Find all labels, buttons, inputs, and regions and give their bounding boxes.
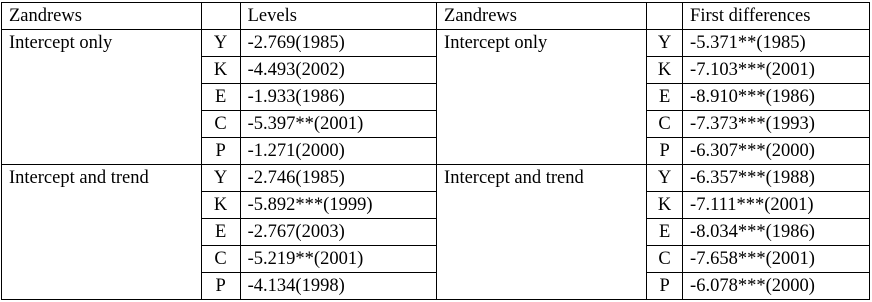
header-variable-left (201, 3, 240, 30)
variable-cell: C (647, 111, 683, 138)
header-test-name-right: Zandrews (437, 3, 647, 30)
header-test-name-left: Zandrews (2, 3, 202, 30)
variable-cell: P (201, 138, 240, 165)
levels-stat-cell: -4.134(1998) (240, 273, 436, 300)
variable-cell: P (201, 273, 240, 300)
levels-stat-cell: -1.271(2000) (240, 138, 436, 165)
variable-cell: C (647, 246, 683, 273)
variable-cell: Y (647, 165, 683, 192)
header-levels: Levels (240, 3, 436, 30)
variable-cell: K (201, 192, 240, 219)
variable-cell: C (201, 246, 240, 273)
first-diff-stat-cell: -6.078***(2000) (683, 273, 870, 300)
levels-stat-cell: -5.892***(1999) (240, 192, 436, 219)
first-diff-stat-cell: -8.910***(1986) (683, 84, 870, 111)
header-row (2, 3, 870, 30)
variable-cell: K (647, 57, 683, 84)
model-label-left: Intercept only (2, 30, 202, 165)
first-diff-stat-cell: -6.307***(2000) (683, 138, 870, 165)
variable-cell: Y (201, 30, 240, 57)
variable-cell: P (647, 273, 683, 300)
variable-cell: E (201, 219, 240, 246)
first-diff-stat-cell: -7.111***(2001) (683, 192, 870, 219)
first-diff-stat-cell: -6.357***(1988) (683, 165, 870, 192)
header-variable-right (647, 3, 683, 30)
levels-stat-cell: -5.219**(2001) (240, 246, 436, 273)
variable-cell: Y (647, 30, 683, 57)
table-row (2, 165, 870, 192)
variable-cell: E (647, 219, 683, 246)
variable-cell: K (201, 57, 240, 84)
levels-stat-cell: -2.746(1985) (240, 165, 436, 192)
variable-cell: E (201, 84, 240, 111)
first-diff-stat-cell: -5.371**(1985) (683, 30, 870, 57)
levels-stat-cell: -2.767(2003) (240, 219, 436, 246)
model-label-right: Intercept and trend (437, 165, 647, 300)
first-diff-stat-cell: -7.658***(2001) (683, 246, 870, 273)
header-first-differences: First differences (683, 3, 870, 30)
zandrews-unit-root-table (1, 2, 870, 300)
levels-stat-cell: -4.493(2002) (240, 57, 436, 84)
variable-cell: Y (201, 165, 240, 192)
model-label-right: Intercept only (437, 30, 647, 165)
variable-cell: K (647, 192, 683, 219)
table-row (2, 30, 870, 57)
levels-stat-cell: -2.769(1985) (240, 30, 436, 57)
first-diff-stat-cell: -7.373***(1993) (683, 111, 870, 138)
variable-cell: E (647, 84, 683, 111)
levels-stat-cell: -1.933(1986) (240, 84, 436, 111)
levels-stat-cell: -5.397**(2001) (240, 111, 436, 138)
model-label-left: Intercept and trend (2, 165, 202, 300)
variable-cell: P (647, 138, 683, 165)
first-diff-stat-cell: -7.103***(2001) (683, 57, 870, 84)
variable-cell: C (201, 111, 240, 138)
first-diff-stat-cell: -8.034***(1986) (683, 219, 870, 246)
